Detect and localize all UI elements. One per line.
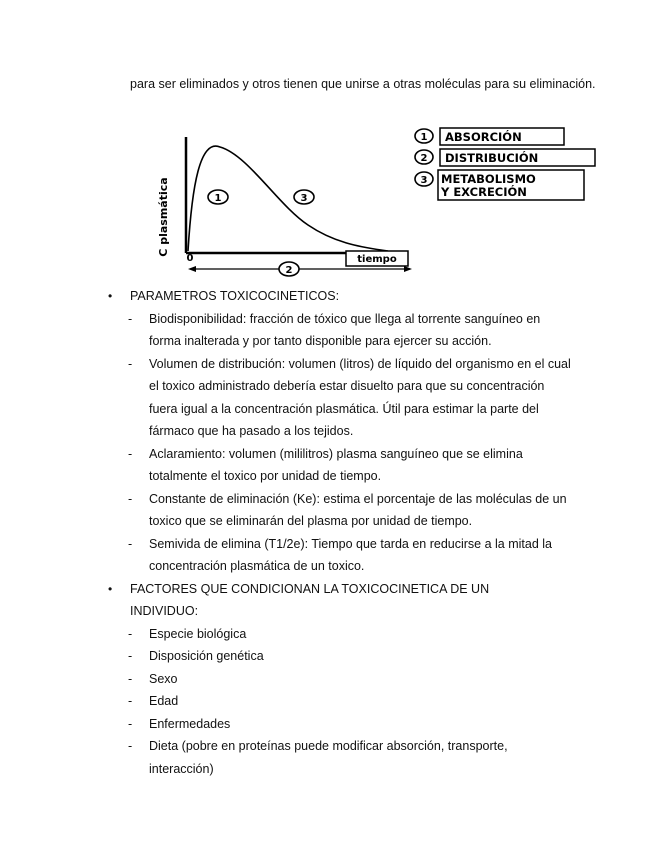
list-item: [0, 623, 655, 646]
legend-label-3a: METABOLISMO: [441, 172, 536, 186]
bullet-icon: •: [108, 289, 113, 303]
list-item-text: Enfermedades: [149, 716, 231, 731]
list-item: [0, 713, 655, 736]
legend-label-1: ABSORCIÓN: [445, 130, 522, 144]
document-body: [0, 285, 655, 780]
intro-paragraph: para ser eliminados y otros tienen que unirse a otras moléculas para su eliminación.: [130, 77, 596, 91]
curve-marker-1: [208, 190, 228, 204]
list-item-text: Disposición genética: [149, 649, 264, 663]
legend-item-3: [415, 170, 584, 200]
list-item: [0, 690, 655, 713]
list-item: [0, 645, 655, 668]
list-item-text: Biodisponibilidad: fracción de tóxico que llega al torrente sanguíneo en forma inalterada y por tanto disponible para ejercer su acción.: [149, 311, 541, 348]
toxicokinetics-figure: [148, 125, 618, 280]
list-item: [0, 443, 655, 488]
toxicokinetics-diagram: [148, 125, 618, 280]
distribution-arrow-head-right: [404, 266, 412, 272]
list-item-text: Sexo: [149, 671, 178, 686]
dash-icon: -: [128, 649, 133, 663]
svg-text:1: 1: [214, 193, 222, 204]
list-item: [0, 533, 655, 578]
svg-text:2: 2: [285, 265, 293, 276]
dash-icon: -: [128, 446, 133, 461]
legend-number-1: 1: [420, 132, 428, 143]
list-item: [0, 735, 655, 780]
list-item-text: Constante de eliminación (Ke): estima el porcentaje de las moléculas de un toxico que se eliminarán del plasma por unidad de tiempo.: [149, 491, 567, 528]
section-factors-heading: [0, 578, 655, 623]
y-axis-label: C plasmática: [157, 177, 170, 257]
list-item-text: Especie biológica: [149, 626, 247, 641]
legend-item-2: [415, 149, 595, 166]
legend-number-3: 3: [420, 175, 428, 186]
list-item-text: Volumen de distribución: volumen (litros) de líquido del organismo en el cual el toxico administrado debería estar disuelto para que su concentración fuera igual a la concentración plasmática. Útil para estimar la parte del fármaco que ha pasado a los tejidos.: [149, 356, 571, 438]
list-item-text: Edad: [149, 694, 179, 708]
list-item: [0, 668, 655, 691]
dash-icon: -: [128, 491, 133, 506]
origin-label: 0: [186, 253, 194, 264]
legend-number-2: 2: [420, 153, 428, 164]
x-axis-label-box: [346, 251, 408, 266]
legend-item-1: [415, 128, 564, 145]
axis-marker-2: [279, 262, 299, 276]
list-item: [0, 353, 655, 443]
list-item-text: Semivida de elimina (T1/2e): Tiempo que tarda en reducirse a la mitad la concentración plasmática de un toxico.: [149, 536, 552, 573]
svg-text:3: 3: [300, 193, 308, 204]
dash-icon: -: [128, 739, 133, 753]
dash-icon: -: [128, 311, 133, 326]
distribution-arrow-head-left: [188, 266, 196, 272]
legend-label-2: DISTRIBUCIÓN: [445, 151, 539, 165]
list-item-text: Dieta (pobre en proteínas puede modificar absorción, transporte, interacción): [149, 739, 508, 776]
section-title: FACTORES QUE CONDICIONAN LA TOXICOCINETICA DE UN INDIVIDUO:: [130, 581, 490, 618]
dash-icon: -: [128, 694, 133, 708]
dash-icon: -: [128, 671, 133, 686]
curve-marker-3: [294, 190, 314, 204]
section-title: PARAMETROS TOXICOCINETICOS:: [130, 289, 340, 303]
dash-icon: -: [128, 626, 133, 641]
x-axis-label: tiempo: [357, 254, 397, 265]
list-item: [0, 308, 655, 353]
list-item: [0, 488, 655, 533]
dash-icon: -: [128, 716, 133, 731]
dash-icon: -: [128, 356, 133, 371]
bullet-icon: •: [108, 581, 113, 596]
y-axis-label-box: [157, 177, 170, 256]
list-item-text: Aclaramiento: volumen (mililitros) plasma sanguíneo que se elimina totalmente el toxico por unidad de tiempo.: [149, 446, 523, 483]
section-params-heading: [0, 285, 655, 308]
legend-label-3b: Y EXCRECIÓN: [441, 185, 527, 199]
dash-icon: -: [128, 536, 133, 551]
